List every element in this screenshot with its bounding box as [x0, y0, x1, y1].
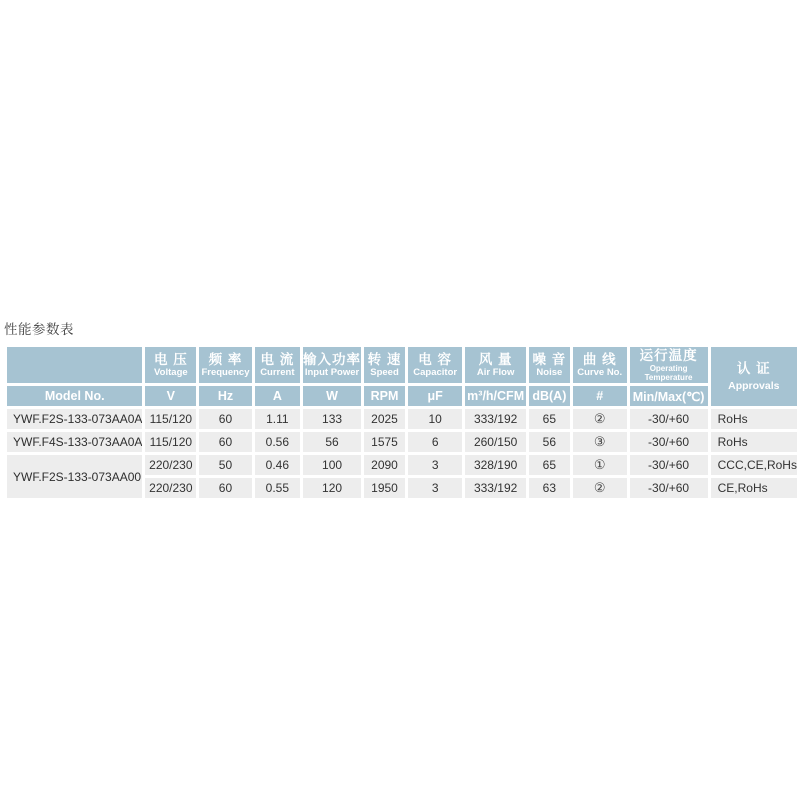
cell-capacitor: 6 — [408, 432, 462, 452]
cell-voltage: 220/230 — [145, 455, 196, 475]
col-header-approvals — [711, 347, 797, 406]
col-header-noise — [529, 347, 570, 383]
cell-frequency: 60 — [199, 409, 251, 429]
cell-operating-temperature: -30/+60 — [630, 478, 708, 498]
col-header-current-en: Current — [260, 366, 295, 378]
cell-speed: 2090 — [364, 455, 405, 475]
unit-noise: dB(A) — [529, 386, 570, 406]
cell-current: 0.55 — [255, 478, 300, 498]
cell-approvals: RoHs — [711, 409, 797, 429]
cell-frequency: 50 — [199, 455, 251, 475]
cell-operating-temperature: -30/+60 — [630, 409, 708, 429]
cell-air-flow: 333/192 — [465, 478, 525, 498]
cell-frequency: 60 — [199, 478, 251, 498]
page-title: 性能参数表 — [4, 322, 74, 337]
cell-input-power: 133 — [303, 409, 361, 429]
unit-input-power: W — [303, 386, 361, 406]
cell-current: 1.11 — [255, 409, 300, 429]
cell-model: YWF.F2S-133-073AA00 — [7, 455, 142, 498]
col-header-voltage-en: Voltage — [154, 366, 188, 378]
col-header-input-power — [303, 347, 361, 383]
col-header-air-flow-en: Air Flow — [476, 366, 515, 378]
col-header-frequency-cn: 频 率 — [208, 351, 243, 367]
cell-air-flow: 328/190 — [465, 455, 525, 475]
unit-voltage: V — [145, 386, 196, 406]
col-header-air-flow — [465, 347, 525, 383]
cell-noise: 63 — [529, 478, 570, 498]
cell-noise: 65 — [529, 455, 570, 475]
cell-speed: 1950 — [364, 478, 405, 498]
col-header-input-power-cn: 输入功率 — [303, 351, 362, 367]
col-header-capacitor-en: Capacitor — [413, 366, 458, 378]
cell-curve-no: ② — [573, 478, 627, 498]
cell-current: 0.56 — [255, 432, 300, 452]
col-header-speed-cn: 转 速 — [367, 351, 402, 367]
col-header-capacitor-cn: 电 容 — [418, 351, 453, 367]
cell-noise: 65 — [529, 409, 570, 429]
cell-capacitor: 3 — [408, 455, 462, 475]
col-header-curve-no-en: Curve No. — [577, 366, 623, 378]
cell-capacitor: 3 — [408, 478, 462, 498]
cell-model: YWF.F2S-133-073AA0A — [7, 409, 142, 429]
cell-curve-no: ③ — [573, 432, 627, 452]
col-header-voltage-cn: 电 压 — [153, 351, 188, 367]
unit-current: A — [255, 386, 300, 406]
cell-speed: 1575 — [364, 432, 405, 452]
table-row — [7, 409, 797, 429]
col-header-current — [255, 347, 300, 383]
cell-voltage: 115/120 — [145, 432, 196, 452]
cell-speed: 2025 — [364, 409, 405, 429]
col-header-capacitor — [408, 347, 462, 383]
col-header-operating-temperature-en2: Temperature — [644, 373, 693, 383]
col-header-operating-temperature — [630, 347, 708, 383]
cell-input-power: 100 — [303, 455, 361, 475]
col-header-operating-temperature-cn: 运行温度 — [639, 347, 698, 363]
cell-voltage: 115/120 — [145, 409, 196, 429]
cell-current: 0.46 — [255, 455, 300, 475]
cell-approvals: RoHs — [711, 432, 797, 452]
cell-input-power: 56 — [303, 432, 361, 452]
header-row-units — [7, 386, 797, 406]
col-header-frequency — [199, 347, 251, 383]
col-header-curve-no — [573, 347, 627, 383]
unit-air-flow: m³/h/CFM — [465, 386, 525, 406]
cell-noise: 56 — [529, 432, 570, 452]
unit-speed: RPM — [364, 386, 405, 406]
table-row — [7, 455, 797, 475]
col-header-operating-temperature-en1: Operating — [649, 363, 688, 373]
col-header-air-flow-cn: 风 量 — [478, 351, 513, 367]
unit-operating-temperature: Min/Max(℃) — [630, 386, 708, 406]
col-header-noise-cn: 噪 音 — [532, 351, 567, 367]
cell-voltage: 220/230 — [145, 478, 196, 498]
cell-curve-no: ② — [573, 409, 627, 429]
col-header-approvals-en: Approvals — [728, 379, 780, 392]
cell-approvals: CE,RoHs — [711, 478, 797, 498]
cell-curve-no: ① — [573, 455, 627, 475]
cell-model: YWF.F4S-133-073AA0A — [7, 432, 142, 452]
col-header-current-cn: 电 流 — [260, 351, 295, 367]
col-header-input-power-en: Input Power — [304, 366, 360, 378]
model-no-header: Model No. — [7, 386, 142, 406]
cell-operating-temperature: -30/+60 — [630, 455, 708, 475]
cell-capacitor: 10 — [408, 409, 462, 429]
unit-frequency: Hz — [199, 386, 251, 406]
cell-input-power: 120 — [303, 478, 361, 498]
table-row — [7, 432, 797, 452]
cell-air-flow: 333/192 — [465, 409, 525, 429]
performance-spec-table — [4, 344, 800, 501]
col-header-curve-no-cn: 曲 线 — [582, 351, 617, 367]
cell-approvals: CCC,CE,RoHs — [711, 455, 797, 475]
cell-frequency: 60 — [199, 432, 251, 452]
unit-capacitor: μF — [408, 386, 462, 406]
header-row-labels — [7, 347, 797, 383]
model-header-spacer — [7, 347, 142, 383]
cell-air-flow: 260/150 — [465, 432, 525, 452]
col-header-noise-en: Noise — [536, 366, 563, 378]
col-header-speed — [364, 347, 405, 383]
col-header-frequency-en: Frequency — [201, 366, 250, 378]
unit-curve-no: # — [573, 386, 627, 406]
col-header-speed-en: Speed — [370, 366, 399, 378]
cell-operating-temperature: -30/+60 — [630, 432, 708, 452]
col-header-approvals-cn: 认 证 — [736, 360, 771, 376]
col-header-voltage — [145, 347, 196, 383]
